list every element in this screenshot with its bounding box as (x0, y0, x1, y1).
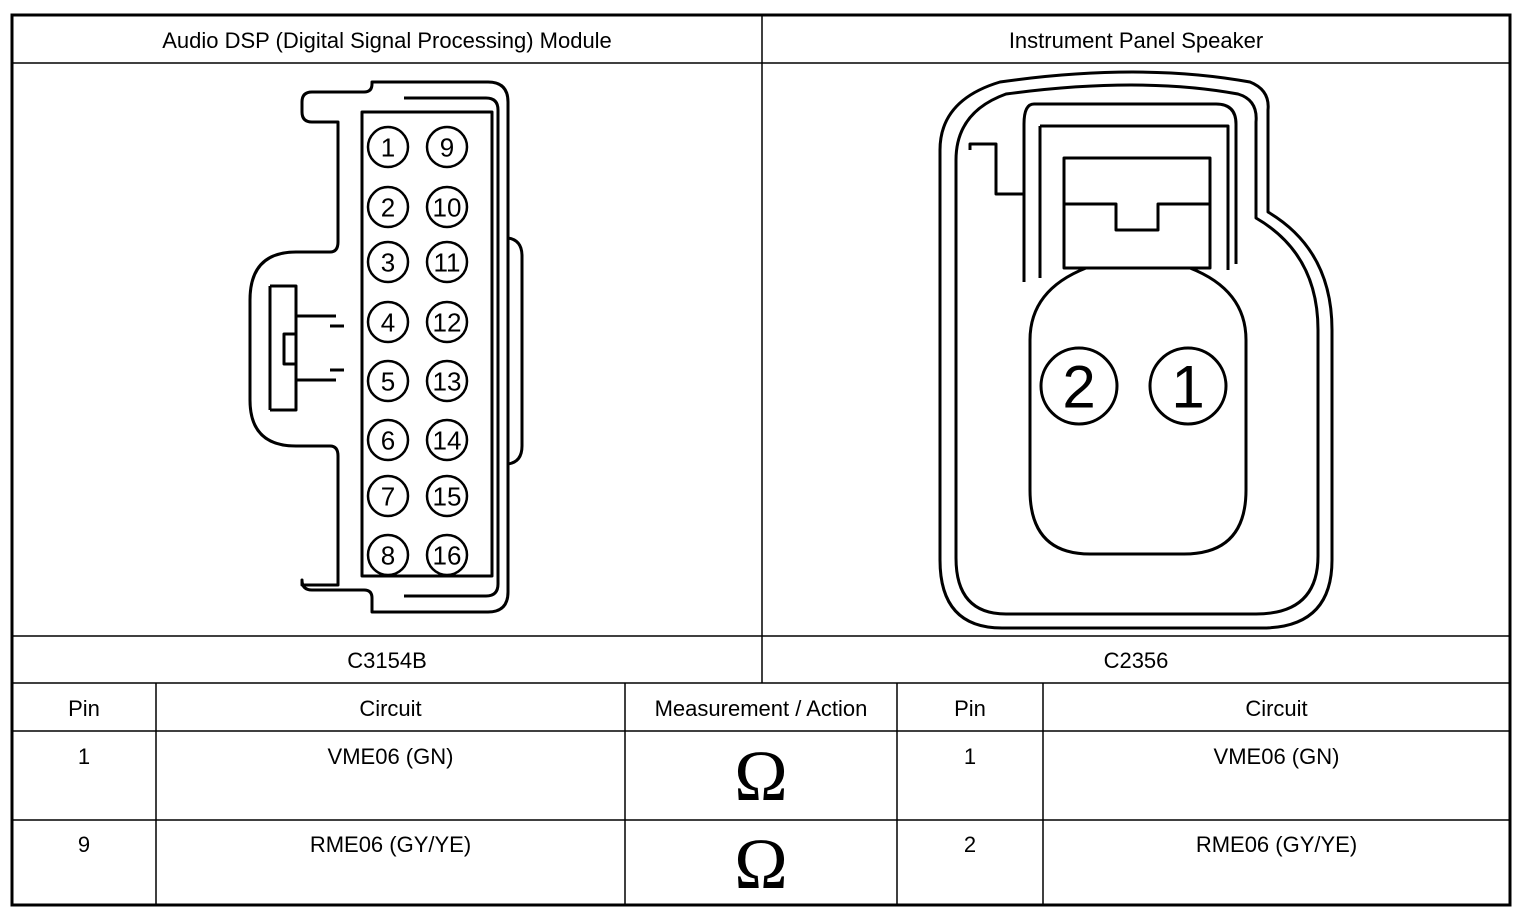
header-pin-left: Pin (68, 696, 100, 721)
pin-2 (368, 187, 408, 227)
pin-11-label: 11 (433, 247, 461, 278)
pin-12-label: 12 (432, 307, 462, 338)
pin-8-label: 8 (380, 540, 396, 571)
connector-c2356-pins (1041, 348, 1226, 424)
pin-2-label: 2 (380, 192, 396, 223)
left-connector-id: C3154B (347, 648, 427, 673)
speaker-pin-2-label: 2 (1062, 353, 1096, 421)
pin-4 (368, 302, 408, 342)
speaker-pin-1-label: 1 (1171, 353, 1205, 421)
pin-16-label: 16 (432, 540, 462, 571)
pin-4-label: 4 (380, 307, 396, 338)
pin-13 (427, 361, 467, 401)
left-connector-title: Audio DSP (Digital Signal Processing) Module (162, 28, 612, 53)
row2-pin-right: 2 (963, 832, 977, 857)
row2-pin-left: 9 (77, 832, 91, 857)
pin-12 (427, 302, 467, 342)
pin-10-label: 10 (432, 192, 462, 223)
pin-13-label: 13 (432, 366, 462, 397)
row1-pin-left: 1 (77, 744, 91, 769)
header-measurement-action: Measurement / Action (654, 696, 868, 721)
pin-15-label: 15 (432, 481, 462, 512)
pin-7-label: 7 (380, 481, 396, 512)
header-circuit-left: Circuit (359, 696, 422, 721)
pin-7 (368, 476, 408, 516)
right-connector-id: C2356 (1103, 648, 1169, 673)
pin-14 (427, 420, 467, 460)
pin-5 (368, 361, 408, 401)
pin-9 (427, 127, 467, 167)
row2-circuit-left: RME06 (GY/YE) (309, 832, 472, 857)
pin-8 (368, 535, 408, 575)
right-connector-title: Instrument Panel Speaker (1008, 28, 1264, 53)
pin-10 (427, 187, 467, 227)
connector-c2356-drawing (940, 72, 1332, 628)
pin-6 (368, 420, 408, 460)
pin-3 (368, 242, 408, 282)
row2-ohm-symbol: Ω (734, 824, 788, 904)
row2-circuit-right: RME06 (GY/YE) (1195, 832, 1358, 857)
pin-11 (427, 242, 467, 282)
pin-6-label: 6 (380, 425, 396, 456)
header-circuit-right: Circuit (1245, 696, 1308, 721)
row1-pin-right: 1 (963, 744, 977, 769)
pin-1-label: 1 (380, 132, 396, 163)
pin-16 (427, 535, 467, 575)
row1-circuit-left: VME06 (GN) (327, 744, 454, 769)
row1-ohm-symbol: Ω (734, 736, 788, 816)
speaker-pin-2 (1041, 348, 1117, 424)
row1-circuit-right: VME06 (GN) (1213, 744, 1340, 769)
pin-14-label: 14 (432, 425, 462, 456)
pin-5-label: 5 (380, 366, 396, 397)
pin-9-label: 9 (439, 132, 455, 163)
speaker-pin-1 (1150, 348, 1226, 424)
pin-1 (368, 127, 408, 167)
pin-3-label: 3 (380, 247, 396, 278)
connector-c3154b-pins (368, 127, 467, 575)
pin-15 (427, 476, 467, 516)
header-pin-right: Pin (954, 696, 986, 721)
